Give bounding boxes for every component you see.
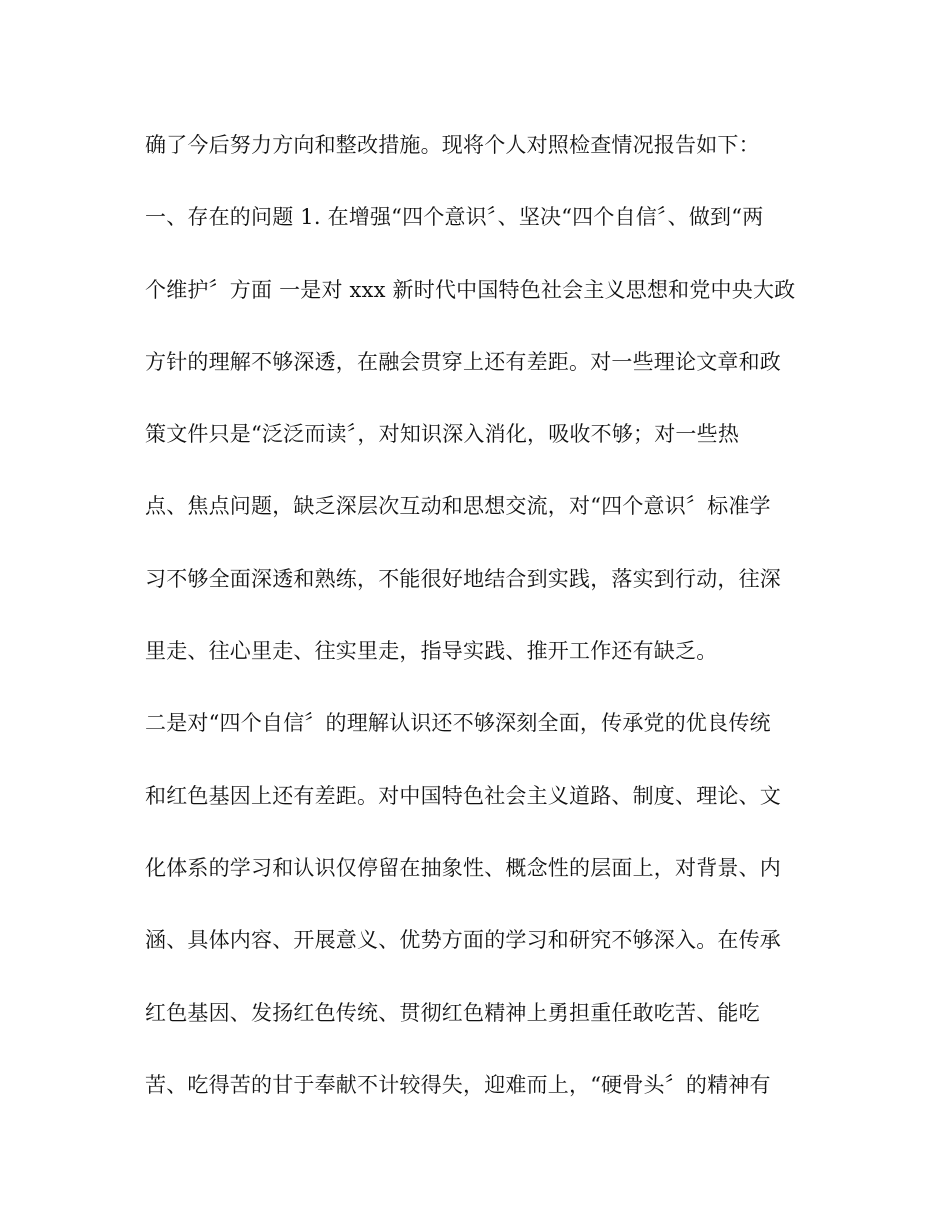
- text-line: 涵、具体内容、开展意义、优势方面的学习和研究不够深入。在传承: [145, 928, 781, 953]
- text-line: 化体系的学习和认识仅停留在抽象性、概念性的层面上，对背景、内: [145, 855, 781, 880]
- text-line: 里走、往心里走、往实里走，指导实践、推开工作还有缺乏。: [145, 639, 718, 664]
- text-line: 确了今后努力方向和整改措施。现将个人对照检查情况报告如下：: [145, 133, 760, 157]
- text-line: 点、焦点问题，缺乏深层次互动和思想交流，对“四个意识〞标准学: [145, 494, 771, 519]
- body-text: [145, 120, 810, 1132]
- text-line: 二是对“四个自信〞的理解认识还不够深刻全面，传承党的优良传统: [145, 711, 771, 736]
- text-line: 红色基因、发扬红色传统、贯彻红色精神上勇担重任敢吃苦、能吃: [145, 1000, 760, 1025]
- text-line: 习不够全面深透和熟练，不能很好地结合到实践，落实到行动，往深: [145, 566, 781, 591]
- text-line: 苦、吃得苦的甘于奉献不计较得失，迎难而上，“硬骨头〞的精神有: [145, 1072, 771, 1097]
- text-line: 策文件只是“泛泛而读〞，对知识深入消化，吸收不够；对一些热: [145, 422, 740, 447]
- text-line: 和红色基因上还有差距。对中国特色社会主义道路、制度、理论、文: [145, 783, 781, 808]
- text-line: 方针的理解不够深透，在融会贯穿上还有差距。对一些理论文章和政: [145, 349, 781, 374]
- text-line: 个维护〞方面 一是对 xxx 新时代中国特色社会主义思想和党中央大政: [145, 277, 796, 302]
- text-line: 一、存在的问题 1. 在增强“四个意识〞、坚决“四个自信〞、做到“两: [145, 205, 764, 230]
